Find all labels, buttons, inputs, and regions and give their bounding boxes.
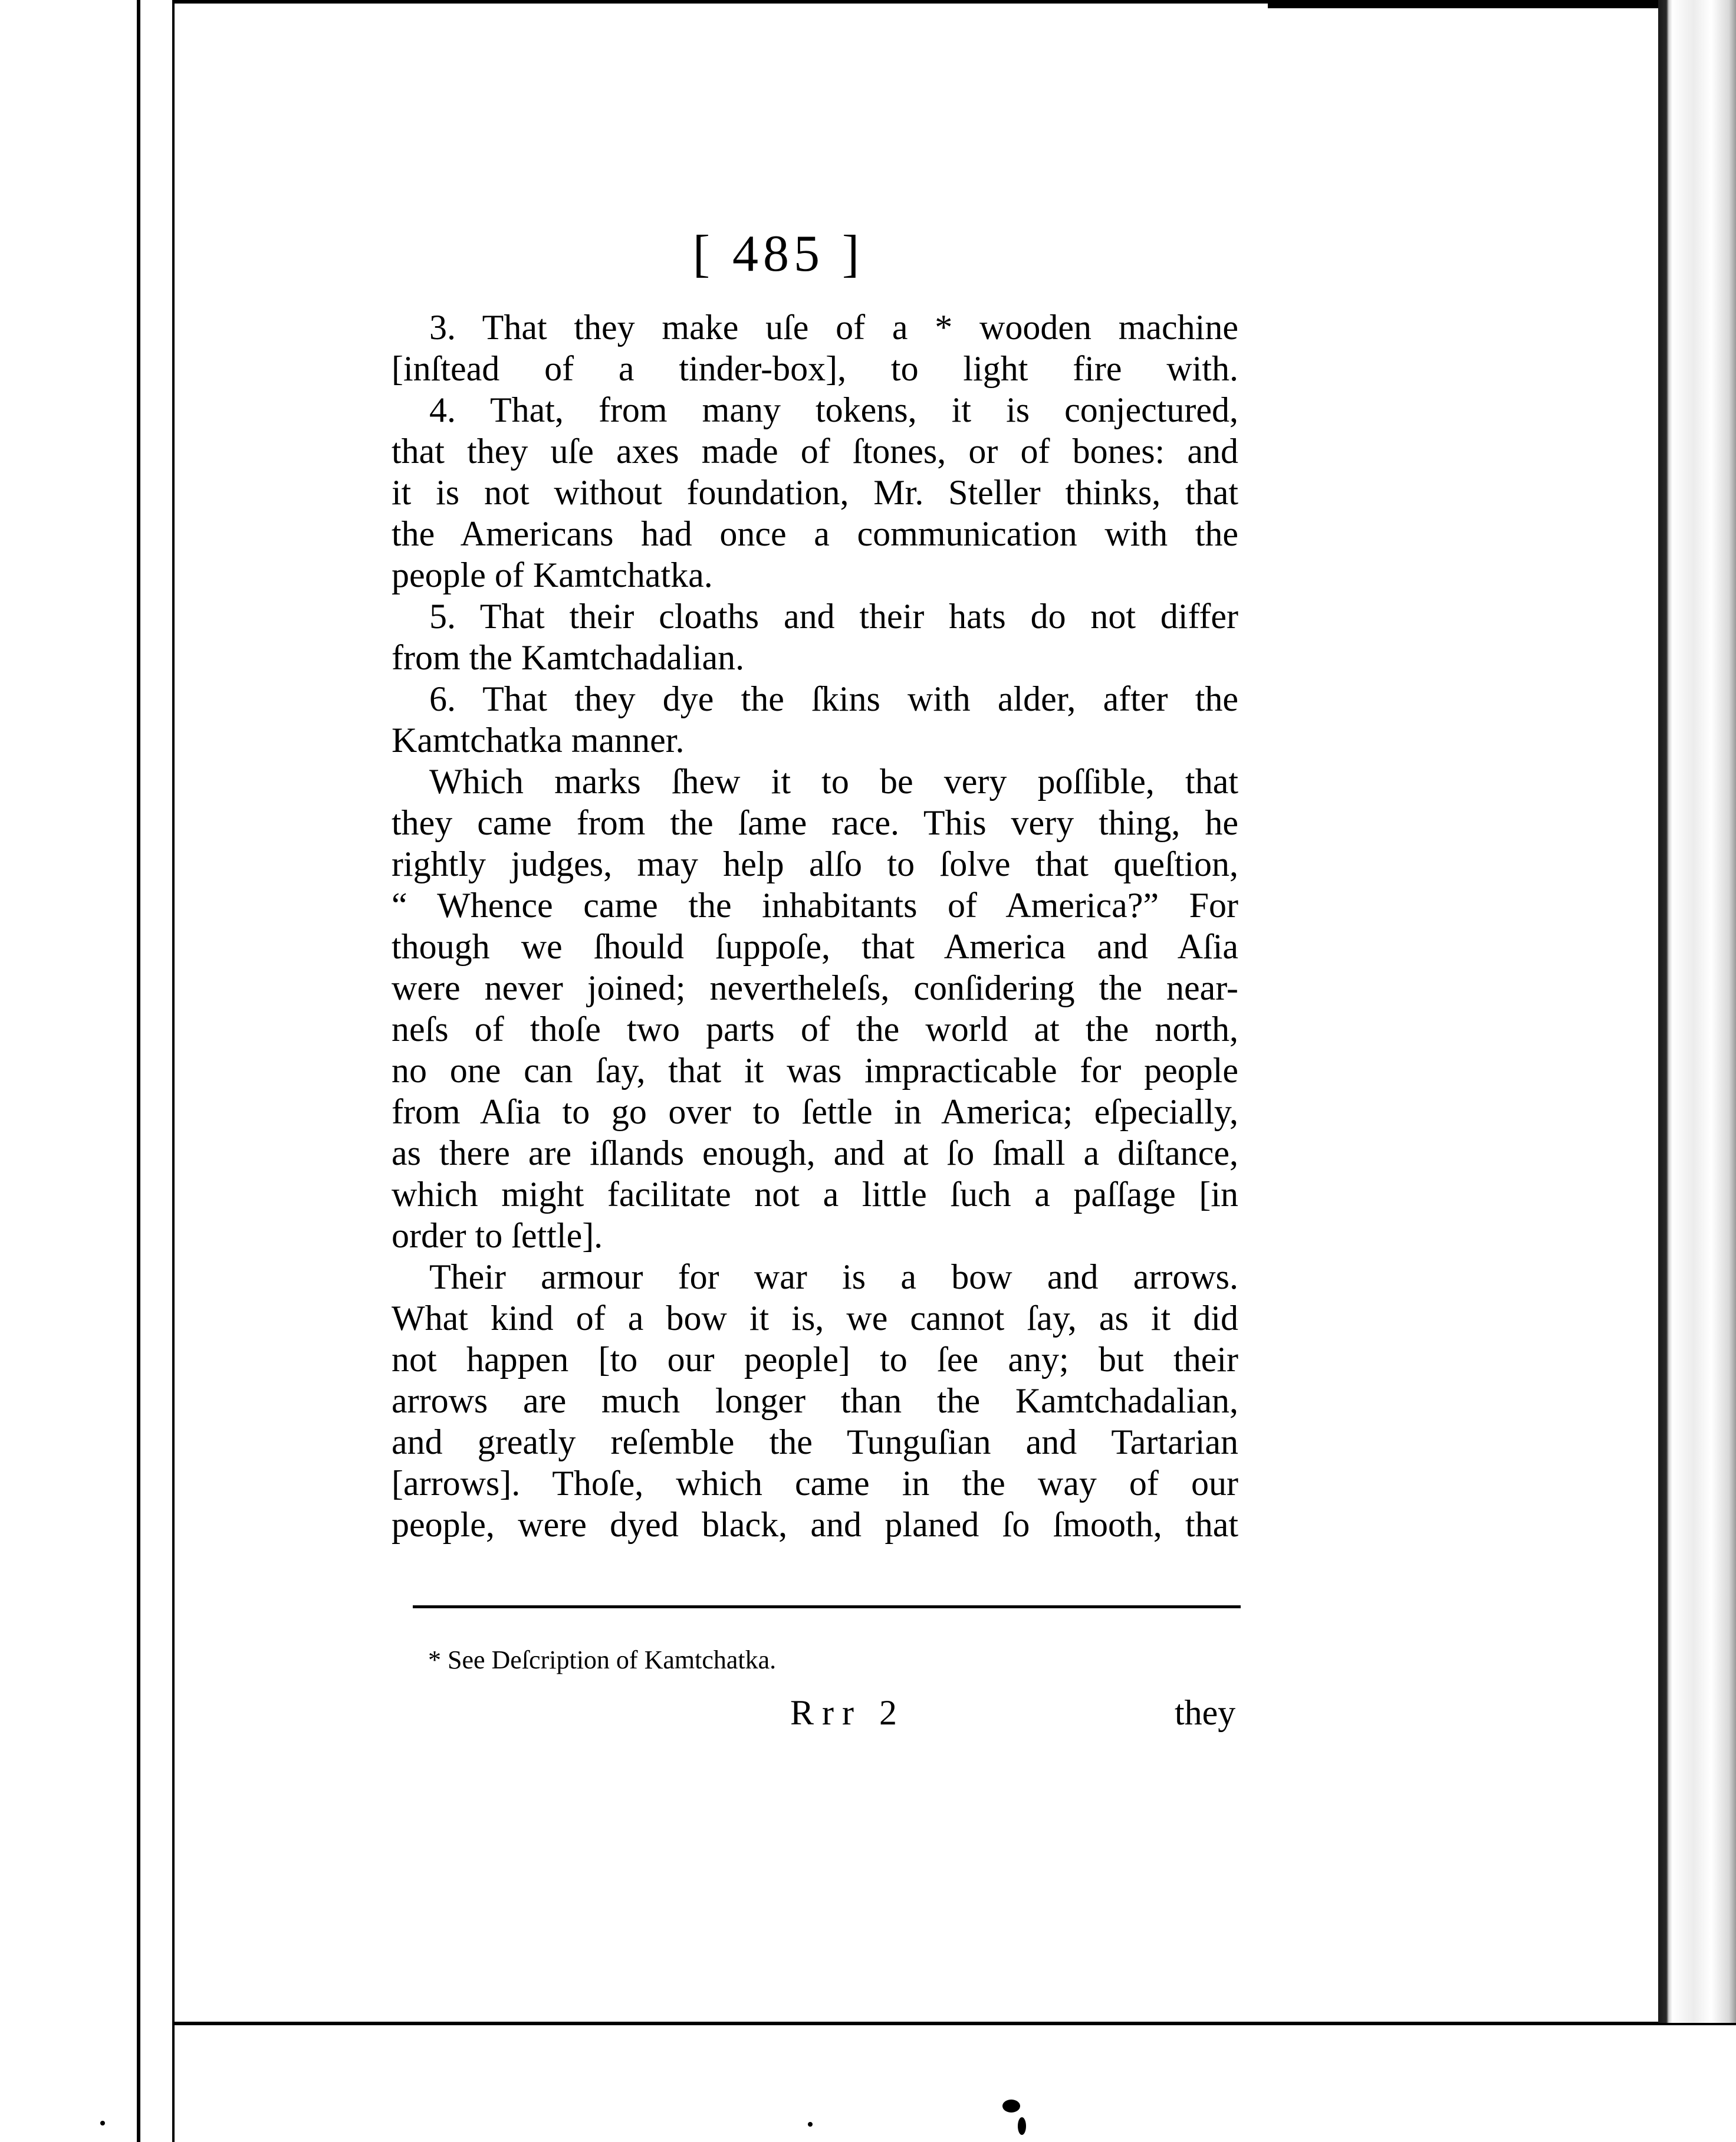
text-line: that they uſe axes made of ſtones, or of bones: and [392, 432, 1238, 471]
page-number: [ 485 ] [692, 225, 864, 282]
text-line: 5. That their cloaths and their hats do not differ [429, 597, 1238, 636]
text-line: no one can ſay, that it was impracticable for people [392, 1051, 1238, 1090]
page-right-edge [1658, 0, 1736, 2023]
text-line: [inſtead of a tinder-box], to light fire with. [392, 349, 1238, 388]
scan-frame-bottom [172, 2022, 1736, 2025]
text-line: were never joined; nevertheleſs, conſidering the near- [392, 968, 1238, 1007]
footnote-rule [413, 1605, 1241, 1608]
scan-speck [100, 2121, 105, 2125]
text-line: the Americans had once a communication with the [392, 514, 1238, 553]
text-line: though we ſhould ſuppoſe, that America and Aſia [392, 927, 1238, 966]
scan-speck [1002, 2100, 1020, 2113]
text-line: 6. That they dye the ſkins with alder, after the [429, 679, 1238, 718]
text-line: and greatly reſemble the Tunguſian and Tartarian [392, 1422, 1238, 1461]
catchword: they [1175, 1693, 1236, 1732]
text-line: from the Kamtchadalian. [392, 638, 745, 677]
text-line: Kamtchatka manner. [392, 721, 685, 760]
text-line: neſs of thoſe two parts of the world at the north, [392, 1010, 1238, 1049]
footnote: * See Deſcription of Kamtchatka. [428, 1645, 777, 1674]
text-line: arrows are much longer than the Kamtchadalian, [392, 1381, 1238, 1420]
scan-speck [1018, 2117, 1026, 2135]
signature-mark: Rrr 2 [790, 1693, 905, 1732]
text-line: from Aſia to go over to ſettle in America; eſpecially, [392, 1092, 1238, 1131]
text-line: people, were dyed black, and planed ſo ſmooth, that [392, 1505, 1238, 1544]
text-line: Their armour for war is a bow and arrows. [429, 1257, 1238, 1296]
text-line: it is not without foundation, Mr. Steller thinks, that [392, 473, 1238, 512]
text-line: 4. That, from many tokens, it is conjectured, [429, 390, 1238, 429]
text-line: they came from the ſame race. This very thing, he [392, 803, 1238, 842]
text-line: “ Whence came the inhabitants of America?” For [392, 886, 1238, 925]
text-line: order to ſettle]. [392, 1216, 603, 1255]
text-line: What kind of a bow it is, we cannot ſay, as it did [392, 1299, 1238, 1338]
text-line: [arrows]. Thoſe, which came in the way of our [392, 1464, 1238, 1503]
scan-speck [808, 2122, 813, 2127]
text-line: Which marks ſhew it to be very poſſible, that [429, 762, 1238, 801]
text-line: rightly judges, may help alſo to ſolve that queſtion, [392, 845, 1238, 883]
text-line: people of Kamtchatka. [392, 556, 713, 594]
text-line: not happen [to our people] to ſee any; but their [392, 1340, 1238, 1379]
body-text [392, 307, 1238, 1545]
page-left-edge [172, 0, 175, 2142]
scan-frame-left [137, 0, 140, 2142]
text-line: as there are iſlands enough, and at ſo ſmall a diſtance, [392, 1134, 1238, 1172]
text-line: 3. That they make uſe of a * wooden machine [429, 308, 1238, 347]
text-line: which might facilitate not a little ſuch a paſſage [in [392, 1175, 1238, 1214]
